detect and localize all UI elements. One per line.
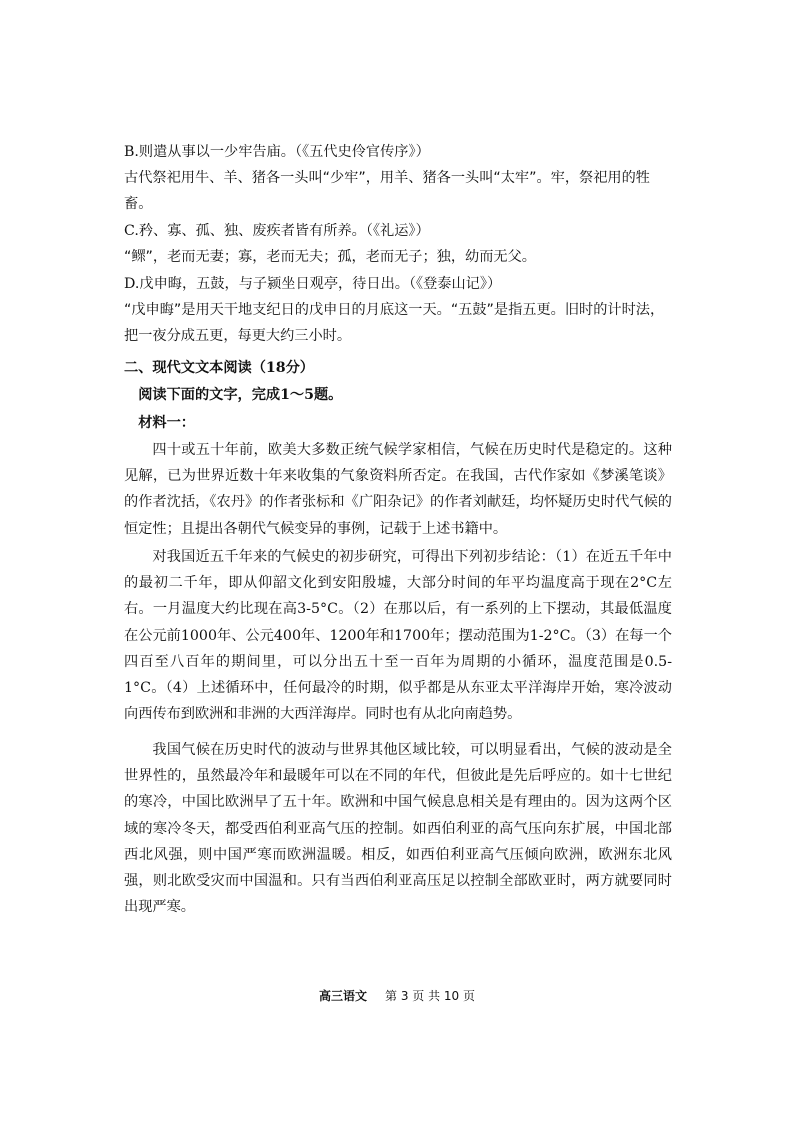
option-b-note: 古代祭祀用牛、羊、猪各一头叫“少牢”，用羊、猪各一头叫“太牢”。牢，祭祀用的牲畜。 [124,170,650,213]
page-footer [0,988,794,1004]
option-c-note: “鳏”，老而无妻；寡，老而无夫；孤，老而无子；独，幼而无父。 [124,249,536,265]
option-d-note: “戊申晦”是用天干地支纪日的戊申日的月底这一天。“五鼓”是指五更。旧时的计时法，把一夜分成五更，每更大约三小时。 [124,302,665,345]
option-b-sentence: B.则遣从事以一少牢告庙。（《五代史伶官传序》） [124,144,430,160]
option-c-sentence: C.矜、寡、孤、独、废疾者皆有所养。（《礼运》） [124,223,430,239]
option-d-sentence: D.戊申晦，五鼓，与子颍坐日观亭，待日出。（《登泰山记》） [124,276,502,292]
footer-page-info: 第 3 页 共 10 页 [385,989,475,1003]
section-instruction: 阅读下面的文字，完成1～5题。 [138,387,343,403]
material-label: 材料一： [138,415,195,431]
paragraph-1: 四十或五十年前，欧美大多数正统气候学家相信，气候在历史时代是稳定的。这种见解，已为世界近数十年来收集的气象资料所否定。在我国，古代作家如《梦溪笔谈》的作者沈括，《农丹》的作者张标和《广阳杂记》的作者刘献廷，均怀疑历史时代气候的恒定性；且提出各朝代气候变异的事例，记载于上述书籍中。 [124,442,672,537]
paragraph-3: 我国气候在历史时代的波动与世界其他区域比较，可以明显看出，气候的波动是全世界性的，虽然最冷年和最暖年可以在不同的年代，但彼此是先后呼应的。如十七世纪的寒冷，中国比欧洲早了五十年。欧洲和中国气候息息相关是有理由的。因为这两个区域的寒冷冬天，都受西伯利亚高气压的控制。如西伯利亚的高气压向东扩展，中国北部西北风强，则中国严寒而欧洲温暖。相反，如西伯利亚高气压倾向欧洲，欧洲东北风强，则北欧受灾而中国温和。只有当西伯利亚高压足以控制全部欧亚时，两方就要同时出现严寒。 [124,742,672,916]
footer-subject: 高三语文 [319,989,368,1003]
paragraph-2: 对我国近五千年来的气候史的初步研究，可得出下列初步结论：（1）在近五千年中的最初二千年，即从仰韶文化到安阳殷墟，大部分时间的年平均温度高于现在2°C左右。一月温度大约比现在高3-5°C。（2）在那以后，有一系列的上下摆动，其最低温度在公元前1000年、公元400年、1200年和1700年；摆动范围为1-2°C。（3）在每一个四百至八百年的期间里，可以分出五十至一百年为周期的小循环，温度范围是0.5-1°C。（4）上述循环中，任何最冷的时期，似乎都是从东亚太平洋海岸开始，寒冷波动向西传布到欧洲和非洲的大西洋海岸。同时也有从北向南趋势。 [124,549,672,723]
section-heading: 二、现代文文本阅读（18分） [124,360,314,376]
